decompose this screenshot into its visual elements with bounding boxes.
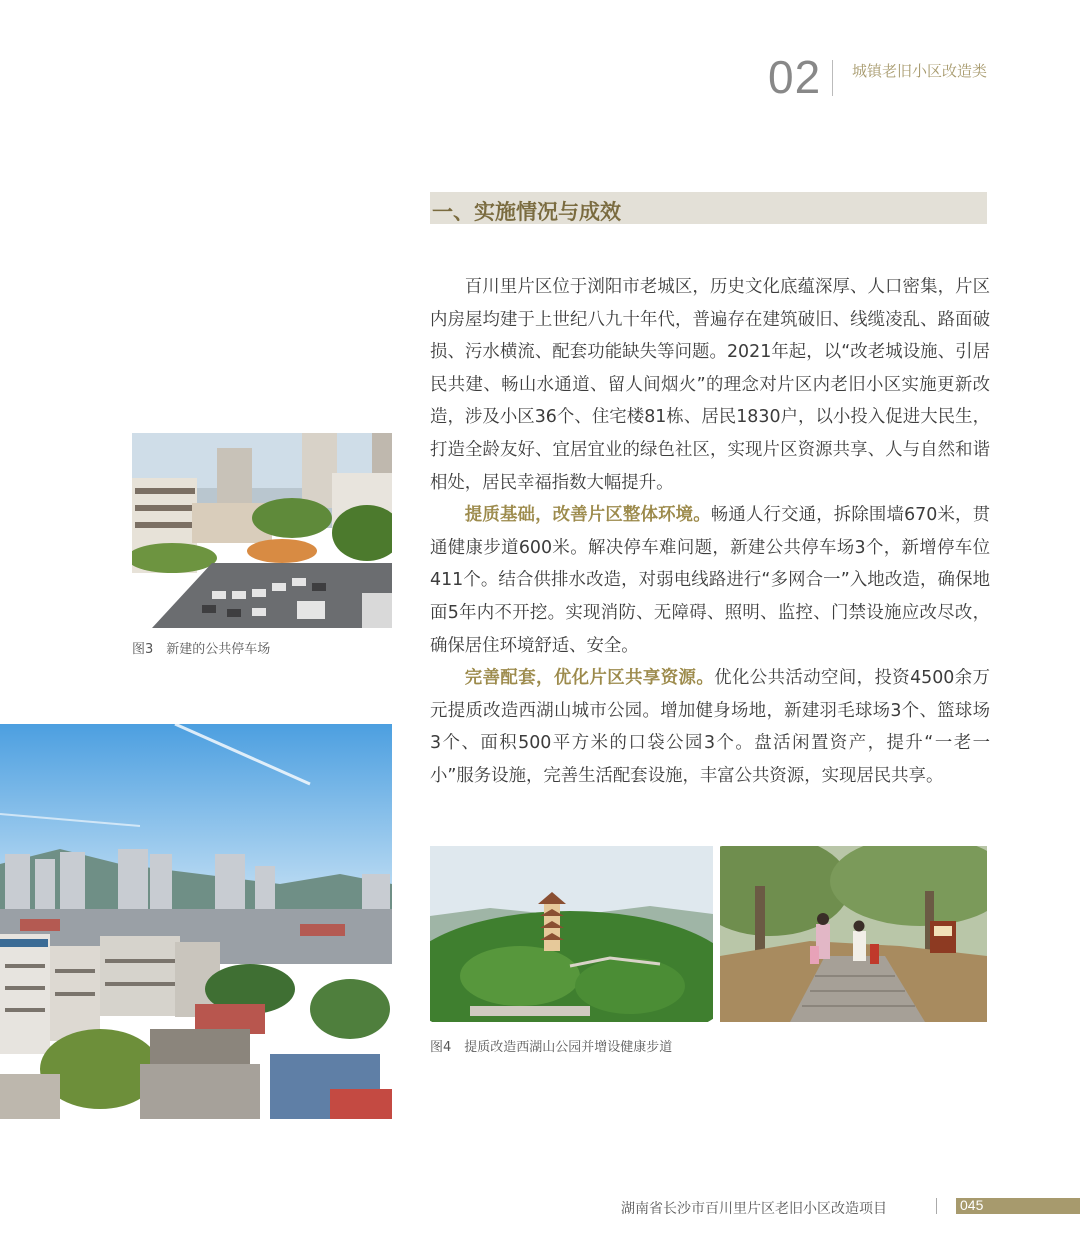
chapter-number: 02 bbox=[768, 51, 822, 103]
paragraph-facilities bbox=[430, 662, 990, 792]
paragraph-intro: 百川里片区位于浏阳市老城区，历史文化底蕴深厚、人口密集，片区内房屋均建于上世纪八九十年代，普遍存在建筑破旧、线缆凌乱、路面破损、污水横流、配套功能缺失等问题。2021年起，以“改老城设施、引居民共建、畅山水通道、留人间烟火”的理念对片区内老旧小区实施更新改造，涉及小区36个、住宅楼81栋、居民1830户，以小投入促进大民生，打造全龄友好、宜居宜业的绿色社区，实现片区资源共享、人与自然和谐相处，居民幸福指数大幅提升。 bbox=[430, 277, 990, 493]
footer-project-title: 湖南省长沙市百川里片区老旧小区改造项目 bbox=[621, 1201, 887, 1217]
parking-lot-photo bbox=[132, 433, 392, 628]
paragraph-body: 畅通人行交通，拆除围墙670米，贯通健康步道600米。解决停车难问题，新建公共停车场3个，新增停车位411个。结合供排水改造，对弱电线路进行“多网合一”入地改造，确保地面5年内不开挖。实现消防、无障碍、照明、监控、门禁设施应改尽改，确保居住环境舒适、安全。 bbox=[430, 505, 990, 656]
page-number: 045 bbox=[960, 1197, 984, 1213]
body-text bbox=[430, 271, 990, 793]
chapter-title: 城镇老旧小区改造类 bbox=[852, 62, 988, 80]
paragraph-lead: 提质基础，改善片区整体环境。 bbox=[464, 505, 711, 526]
chapter-divider bbox=[832, 60, 833, 96]
pagoda-park-photo bbox=[430, 846, 713, 1022]
section-title: 一、实施情况与成效 bbox=[432, 199, 621, 224]
city-skyline-photo bbox=[0, 724, 392, 1119]
paragraph-infrastructure bbox=[430, 499, 990, 662]
figure-3-caption: 图3 新建的公共停车场 bbox=[132, 642, 271, 657]
figure-4-caption: 图4 提质改造西湖山公园并增设健康步道 bbox=[430, 1040, 673, 1055]
health-trail-photo bbox=[720, 846, 987, 1022]
paragraph-lead: 完善配套，优化片区共享资源。 bbox=[464, 668, 715, 689]
paragraph-body: 优化公共活动空间，投资4500余万元提质改造西湖山城市公园。增加健身场地，新建羽毛球场3个、篮球场3个、面积500平方米的口袋公园3个。盘活闲置资产，提升“一老一小”服务设施，完善生活配套设施，丰富公共资源，实现居民共享。 bbox=[430, 668, 990, 786]
footer-divider bbox=[936, 1198, 937, 1214]
